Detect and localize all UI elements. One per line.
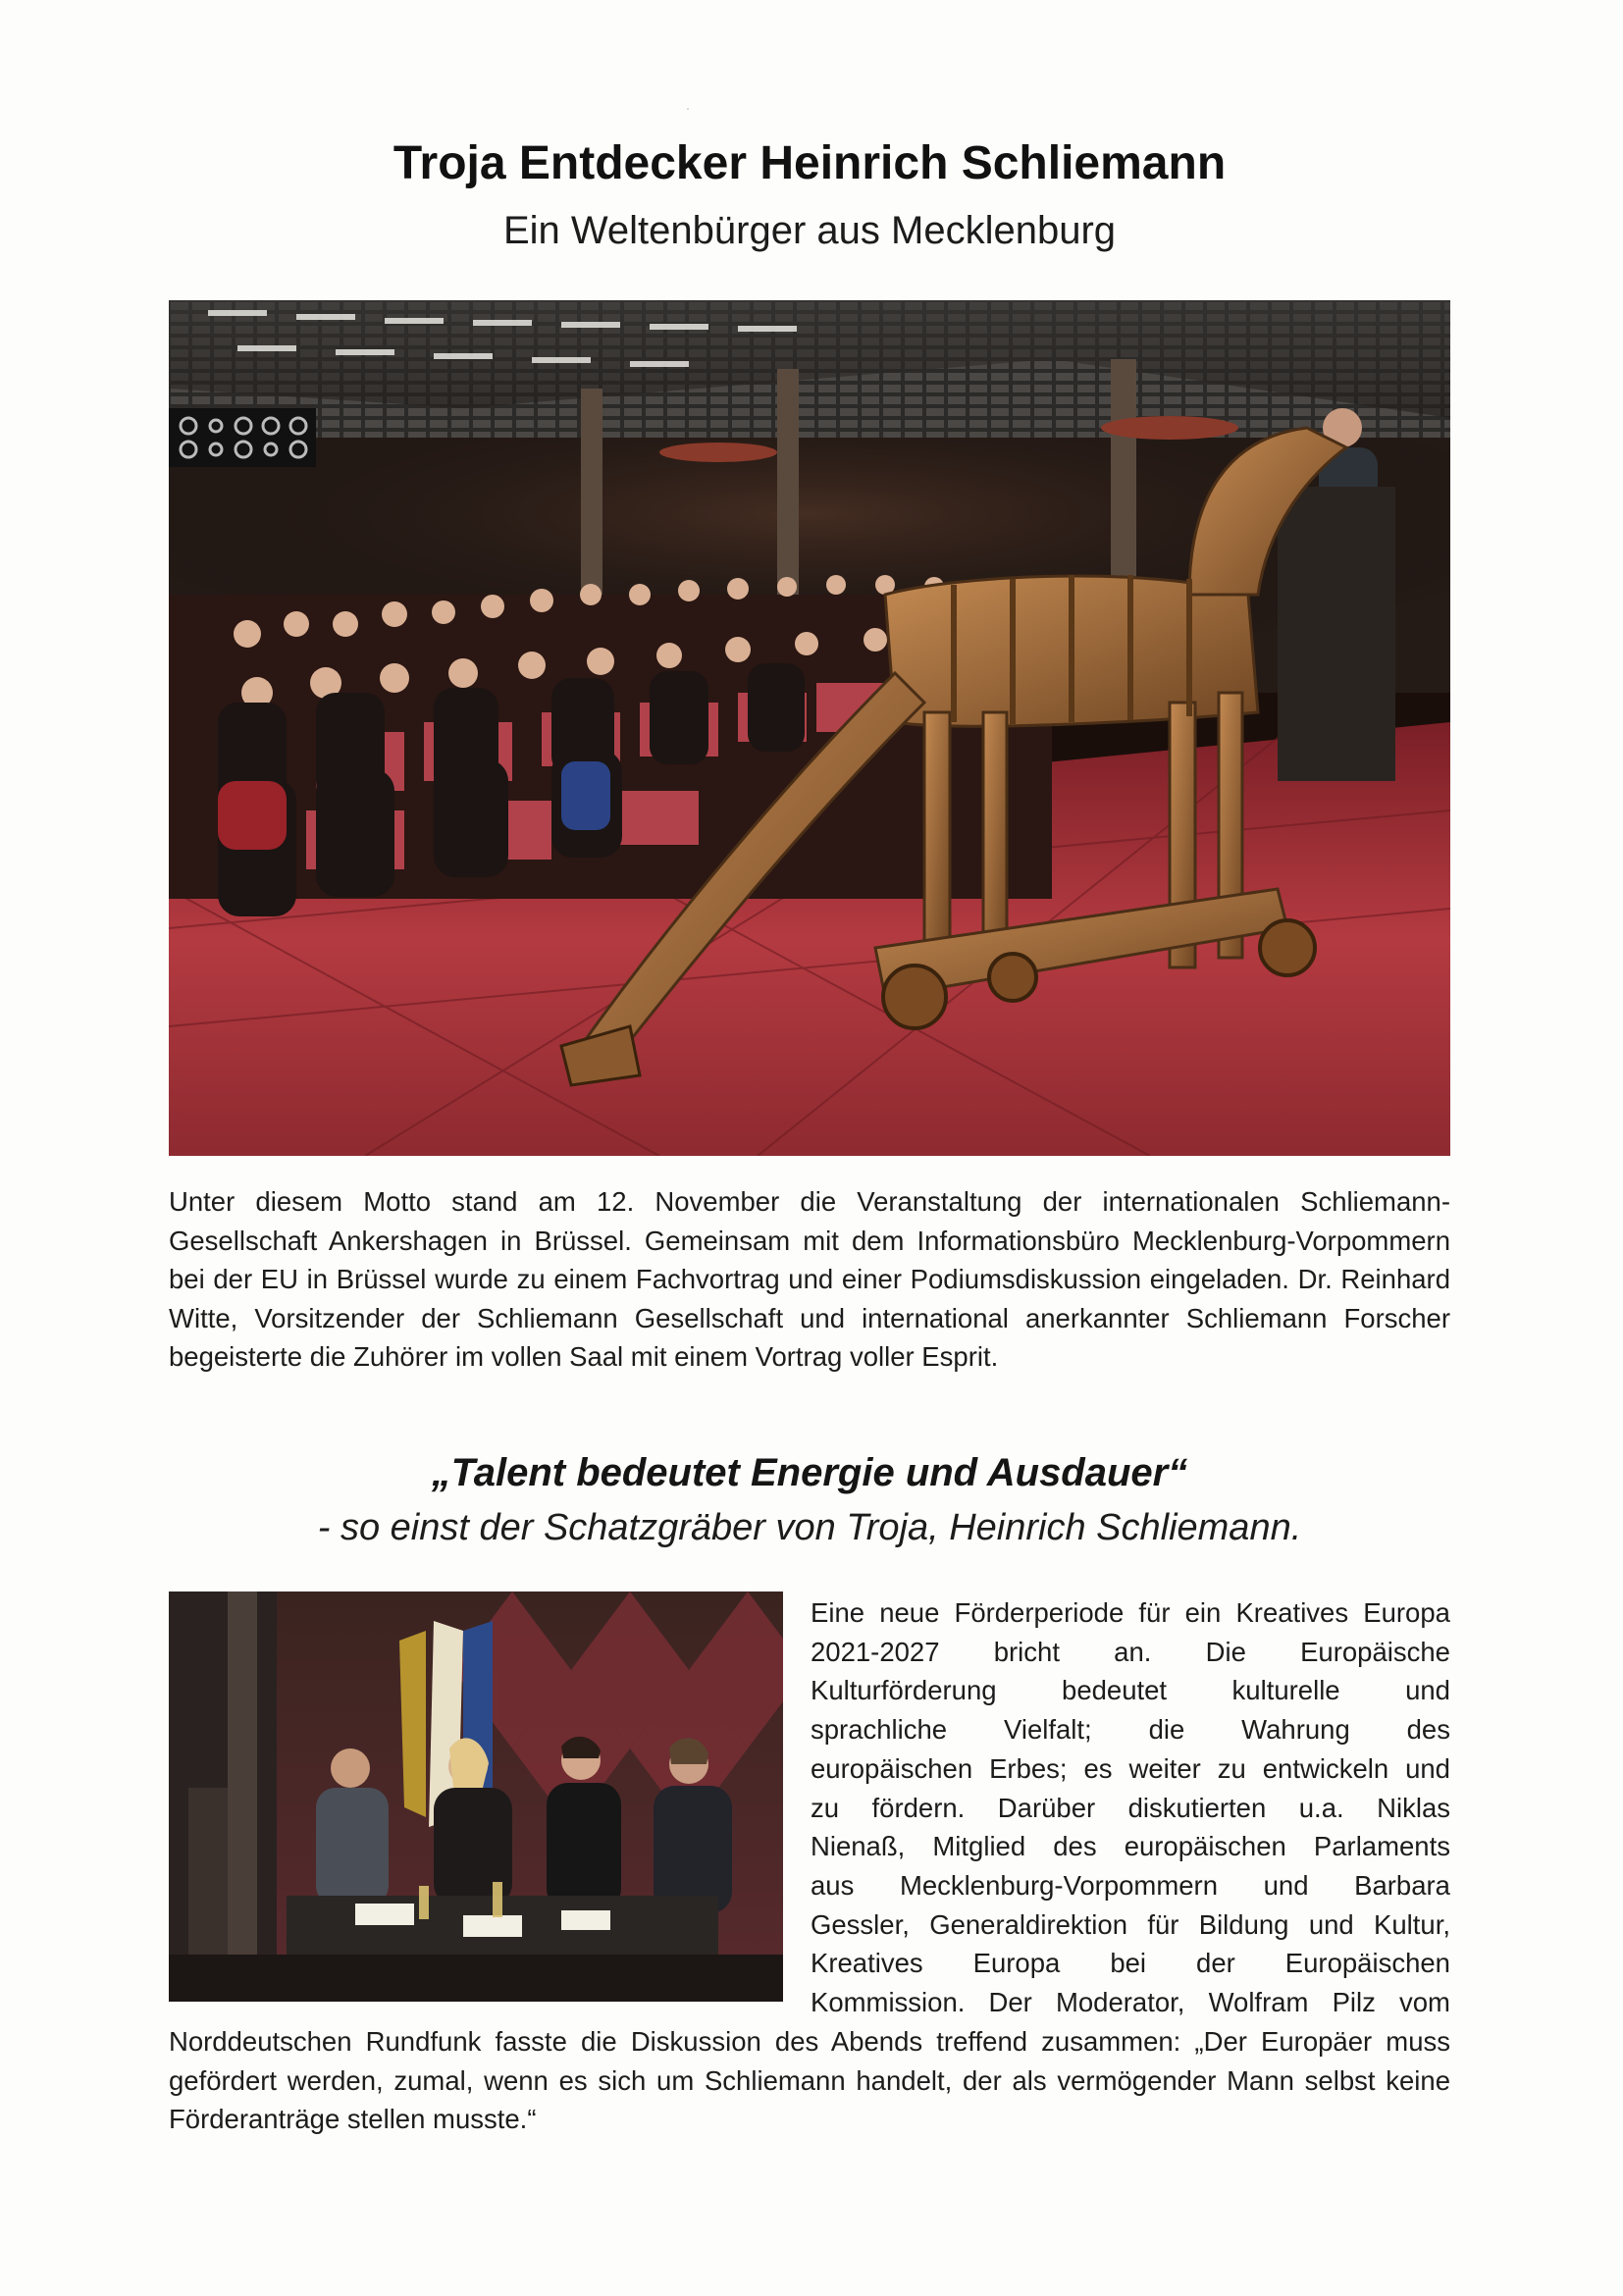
word: Mecklenburg-Vorpommern [899, 1869, 1218, 1901]
word: diskutierten [1127, 1792, 1267, 1823]
word: Europäischen [1284, 1948, 1450, 1979]
panel-discussion-photo [169, 1592, 783, 2002]
word: Moderator, [1055, 1987, 1185, 2018]
word: für [1138, 1597, 1171, 1628]
page-subtitle: Ein Weltenbürger aus Mecklenburg [502, 209, 1117, 252]
quote-text: „Talent bedeutet Energie und Ausdauer“ [431, 1451, 1188, 1494]
word: Nienaß, [811, 1831, 906, 1862]
word: ein [1184, 1597, 1222, 1628]
word: Europa [972, 1948, 1061, 1979]
word: Bildung [1198, 1908, 1289, 1940]
word: entwickeln [1262, 1752, 1389, 1784]
word: vom [1399, 1987, 1450, 2018]
discussion-paragraph-right [811, 1593, 1450, 2022]
word: und [1405, 1675, 1450, 1706]
word: Gessler, [811, 1908, 910, 1940]
word: Kommission. [811, 1987, 966, 2018]
word: und [1263, 1869, 1309, 1901]
word: Niklas [1377, 1792, 1450, 1823]
word: Eine [811, 1597, 865, 1628]
word: 2021-2027 [811, 1636, 940, 1667]
text-line [811, 1710, 1450, 1749]
word: Kreatives [811, 1948, 923, 1979]
word: Die [1205, 1636, 1246, 1667]
word: Wolfram [1208, 1987, 1309, 2018]
word: des [1406, 1714, 1450, 1746]
text-line [811, 1983, 1450, 2022]
word: zu [811, 1792, 840, 1823]
word: Erbes; [989, 1752, 1068, 1784]
word: Europäische [1300, 1636, 1450, 1667]
word: sprachliche [811, 1714, 948, 1746]
word: fördern. [871, 1792, 966, 1823]
quote-attribution: - so einst der Schatzgräber von Troja, Heinrich Schliemann. [317, 1507, 1302, 1548]
word: Darüber [997, 1792, 1096, 1823]
lecture-hall-illustration [169, 300, 1450, 1156]
word: Förderperiode [954, 1597, 1125, 1628]
word: Pilz [1332, 1987, 1376, 2018]
word: Der [988, 1987, 1032, 2018]
word: weiter [1128, 1752, 1201, 1784]
text-line [811, 1905, 1450, 1945]
word: bricht [993, 1636, 1060, 1667]
text-line [811, 1827, 1450, 1866]
word: der [1196, 1948, 1235, 1979]
text-line [811, 1749, 1450, 1789]
word: Barbara [1354, 1869, 1450, 1901]
text-line [811, 1944, 1450, 1983]
word: Parlaments [1313, 1831, 1450, 1862]
word: bedeutet [1062, 1675, 1168, 1706]
word: Mitglied [932, 1831, 1026, 1862]
word: es [1083, 1752, 1113, 1784]
discussion-paragraph-bottom: Norddeutschen Rundfunk fasste die Diskussion des Abends treffend zusammen: „Der Europäer muss gefördert werden, zumal, wenn es sich um Schliemann handelt, der als vermögender Mann selbst keine Förderanträge stellen musste.“ [169, 2026, 1450, 2135]
word: Generaldirektion [929, 1908, 1127, 1940]
word: Europa [1363, 1597, 1450, 1628]
word: für [1147, 1908, 1179, 1940]
panel-discussion-illustration [169, 1592, 783, 2002]
text-line [811, 1671, 1450, 1710]
word: Kultur, [1374, 1908, 1450, 1940]
word: und [1405, 1752, 1450, 1784]
word: des [1053, 1831, 1097, 1862]
text-line [811, 1789, 1450, 1828]
word: und [1308, 1908, 1354, 1940]
word: Kreatives [1235, 1597, 1349, 1628]
text-line [811, 1866, 1450, 1905]
lecture-hall-photo [169, 300, 1450, 1156]
text-line [811, 1593, 1450, 1633]
word: europäischen [1124, 1831, 1286, 1862]
word: bei [1110, 1948, 1147, 1979]
word: neue [879, 1597, 940, 1628]
word: die [1148, 1714, 1185, 1746]
intro-paragraph: Unter diesem Motto stand am 12. November die Veranstaltung der internationalen Schliemann-Gesellschaft Ankershagen in Brüssel. Gemeinsam mit dem Informationsbüro Mecklenburg-Vorpommern bei der EU in Brüssel wurde zu einem Fachvortrag und einer Podiumsdiskussion eingeladen. Dr. Reinhard Witte, Vorsitzender der Schliemann Gesellschaft und international anerkannter Schliemann Forscher begeisterte die Zuhörer im vollen Saal mit einem Vortrag voller Esprit. [169, 1186, 1450, 1372]
word: europäischen [811, 1752, 973, 1784]
word: aus [811, 1869, 855, 1901]
scan-speck [687, 108, 689, 110]
word: Vielfalt; [1004, 1714, 1092, 1746]
page-title: Troja Entdecker Heinrich Schliemann [393, 137, 1227, 189]
word: an. [1114, 1636, 1152, 1667]
word: u.a. [1298, 1792, 1344, 1823]
word: zu [1217, 1752, 1246, 1784]
word: kulturelle [1231, 1675, 1340, 1706]
text-line [811, 1633, 1450, 1672]
word: Kulturförderung [811, 1675, 997, 1706]
word: Wahrung [1241, 1714, 1350, 1746]
